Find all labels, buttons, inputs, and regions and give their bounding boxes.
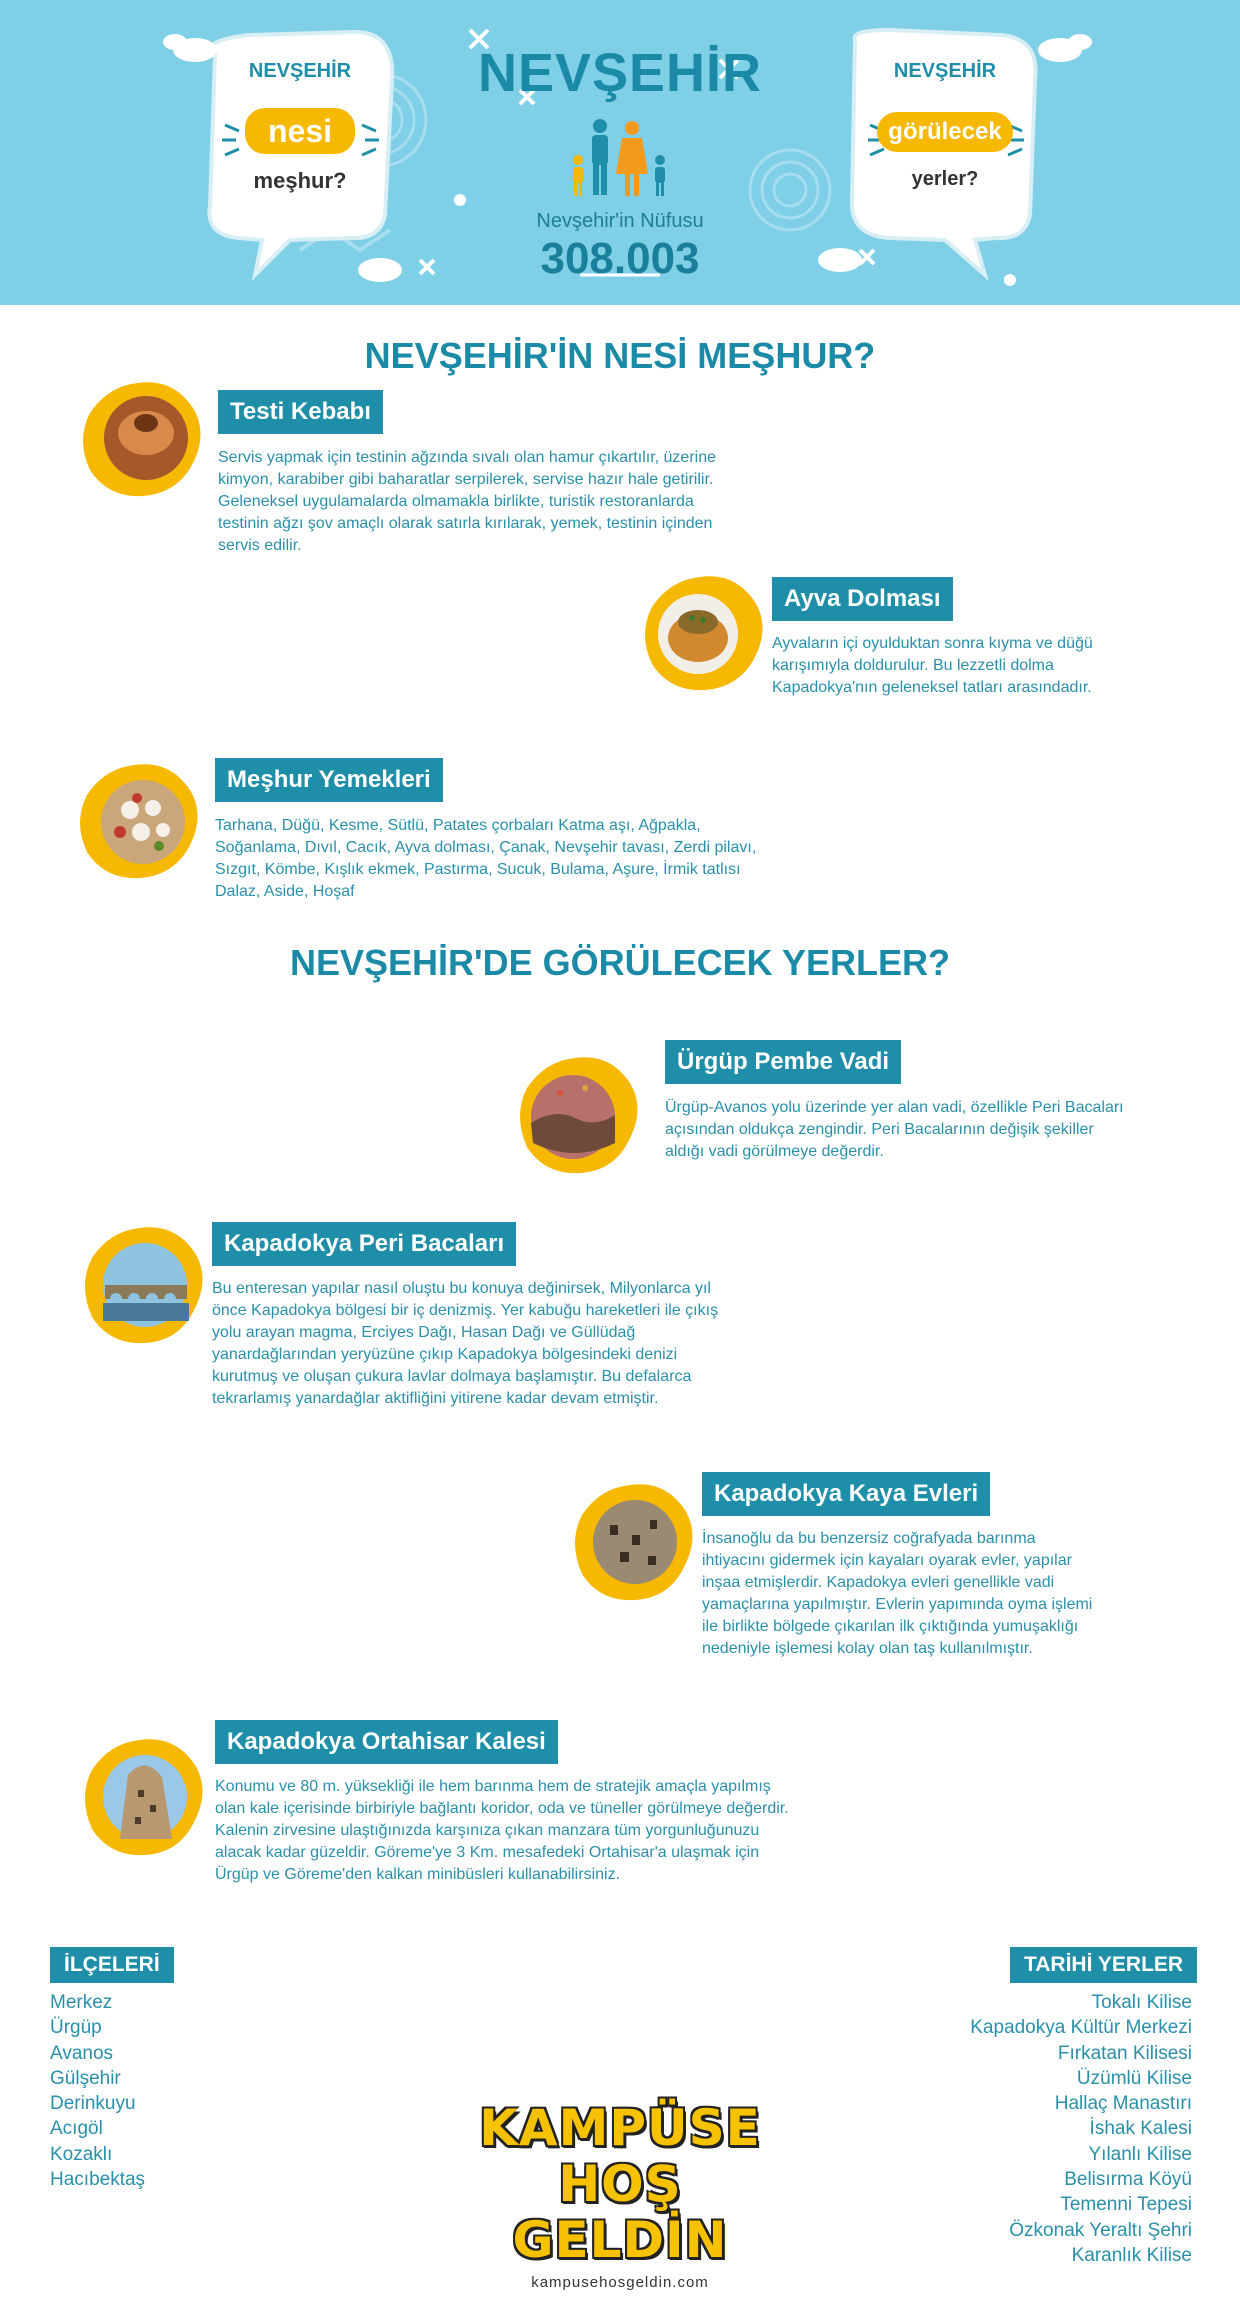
population-value: 308.003 [540, 234, 700, 283]
districts-heading: İLÇELERİ [50, 1947, 174, 1983]
list-item: Belisırma Köyü [1064, 2169, 1192, 2191]
list-item: Gülşehir [50, 2067, 121, 2089]
districts-list [50, 1990, 310, 2192]
item-label: Kapadokya Kaya Evleri [702, 1472, 990, 1516]
list-item: Hacıbektaş [50, 2169, 146, 2191]
bubble-city-label: NEVŞEHİR [248, 60, 352, 82]
logo-line-1: KAMPÜSE [479, 2099, 761, 2157]
list-item: Yılanlı Kilise [1088, 2143, 1192, 2165]
list-item: Fırkatan Kilisesi [1057, 2042, 1192, 2064]
list-item: Özkonak Yeraltı Şehri [1009, 2219, 1192, 2241]
meshur-yemekleri-image [75, 760, 205, 880]
list-item: Avanos [50, 2042, 114, 2064]
bubble-city-label: NEVŞEHİR [893, 60, 997, 82]
population-label: Nevşehir'in Nüfusu [536, 210, 704, 232]
logo-line-2: HOŞ GELDİN [512, 2155, 728, 2269]
famous-section-title: NEVŞEHİR'İN NESİ MEŞHUR? [364, 335, 876, 376]
item-description: Ayvaların içi oyulduktan sonra kıyma ve düğü karışımıyla doldurulur. Bu lezzetli dolma Kapadokya'nın geleneksel tatları arasındadır. [772, 635, 1093, 696]
historic-heading: TARİHİ YERLER [1010, 1947, 1197, 1983]
list-item: Kapadokya Kültür Merkezi [970, 2017, 1192, 2039]
list-item: Karanlık Kilise [1071, 2244, 1192, 2266]
list-item: Hallaç Manastırı [1054, 2093, 1192, 2115]
bubble-pill: görülecek [877, 112, 1013, 152]
item-label: Testi Kebabı [218, 390, 383, 434]
brand-logo[interactable] [455, 2099, 785, 2291]
header-banner [0, 0, 1240, 305]
list-item: Ürgüp [50, 2017, 102, 2039]
ayva-dolmasi-image [640, 572, 770, 692]
item-description: Konumu ve 80 m. yüksekliği ile hem barınma hem de stratejik amaçla yapılmış olan kale içerisinde birbiriyle bağlantı koridor, oda ve tüneller görülmeye değerdir. Kalenin zirvesine ulaştığınızda karşınıza çıkan manzara tüm yorgunluğunuzu alacak kadar güzeldir. Göreme'ye 3 Km. mesafedeki Ortahisar'a ulaşmak için Ürgüp ve Göreme'den kalkan minibüsleri kullanabilirsiniz. [215, 1778, 789, 1883]
places-section-title: NEVŞEHİR'DE GÖRÜLECEK YERLER? [290, 942, 950, 983]
item-description: Tarhana, Düğü, Kesme, Sütlü, Patates çorbaları Katma aşı, Ağpakla, Soğanlama, Dıvıl, Cacık, Ayva dolması, Çanak, Nevşehir tavası, Zerdi pilavı, Sızgıt, Kömbe, Kışlık ekmek, Pastırma, Sucuk, Bulama, Aşure, İrmik tatlısı Dalaz, Aside, Hoşaf [215, 817, 757, 900]
logo-url[interactable]: kampusehosgeldin.com [531, 2274, 709, 2291]
urgup-pembe-vadi-image [515, 1053, 645, 1178]
kaya-evleri-image [570, 1480, 700, 1605]
item-label: Ayva Dolması [772, 577, 953, 621]
bubble-question: meşhur? [253, 168, 347, 193]
item-label: Meşhur Yemekleri [215, 758, 443, 802]
item-label: Ürgüp Pembe Vadi [665, 1040, 901, 1084]
ortahisar-kalesi-image [80, 1735, 210, 1860]
list-item: Merkez [50, 1992, 113, 2013]
family-icon [570, 118, 670, 200]
bubble-pill: nesi [245, 108, 355, 154]
list-item: Tokalı Kilise [1091, 1992, 1192, 2013]
item-description: Ürgüp-Avanos yolu üzerinde yer alan vadi, özellikle Peri Bacaları açısından oldukça zengindir. Peri Bacalarının değişik şekiller aldığı vadi görülmeye değerdir. [665, 1099, 1124, 1160]
bubble-question: yerler? [911, 168, 979, 190]
item-description: Servis yapmak için testinin ağzında sıvalı olan hamur çıkartılır, üzerine kimyon, karabiber gibi baharatlar serpilerek, servise hazır hale getirilir. Geleneksel uygulamalarda olmamakla birlikte, turistik restoranlarda testinin ağzı şov amaçlı olarak satırla kırılarak, yemek, testinin içinden servis edilir. [218, 449, 716, 554]
list-item: İshak Kalesi [1089, 2118, 1192, 2140]
peri-bacalari-image [80, 1223, 210, 1348]
list-item: Kozaklı [50, 2143, 113, 2165]
testi-kebabi-image [78, 378, 208, 498]
item-description: İnsanoğlu da bu benzersiz coğrafyada barınma ihtiyacını gidermek için kayaları oyarak evler, yapılar inşaa etmişlerdir. Kapadokya evleri genellikle vadi yamaçlarına yapılmıştır. Evlerin yapımında oyma işlemi ile birlikte bölgede çıkarılan ilk çıktığında yumuşaklığı nedeniyle işlemesi kolay olan taş kullanılmıştır. [702, 1530, 1093, 1657]
historic-places-list [880, 1990, 1192, 2268]
list-item: Temenni Tepesi [1060, 2194, 1192, 2216]
item-label: Kapadokya Ortahisar Kalesi [215, 1720, 558, 1764]
item-label: Kapadokya Peri Bacaları [212, 1222, 516, 1266]
list-item: Üzümlü Kilise [1076, 2067, 1192, 2089]
list-item: Derinkuyu [50, 2093, 136, 2115]
city-title: NEVŞEHİR [477, 43, 763, 103]
list-item: Acıgöl [50, 2118, 103, 2140]
item-description: Bu enteresan yapılar nasıl oluştu bu konuya değinirsek, Milyonlarca yıl önce Kapadokya bölgesi bir iç denizmiş. Yer kabuğu hareketleri ile çıkış yolu arayan magma, Erciyes Dağı, Hasan Dağı ve Güllüdağ yanardağlarından yeryüzüne çıkıp Kapadokya bölgesindeki denizi kurutmuş ve oluşan çukura lavlar dolmaya başlamıştır. Bu defalarca tekrarlamış yanardağlar aktifliğini yitirene kadar devam etmiştir. [212, 1280, 719, 1407]
